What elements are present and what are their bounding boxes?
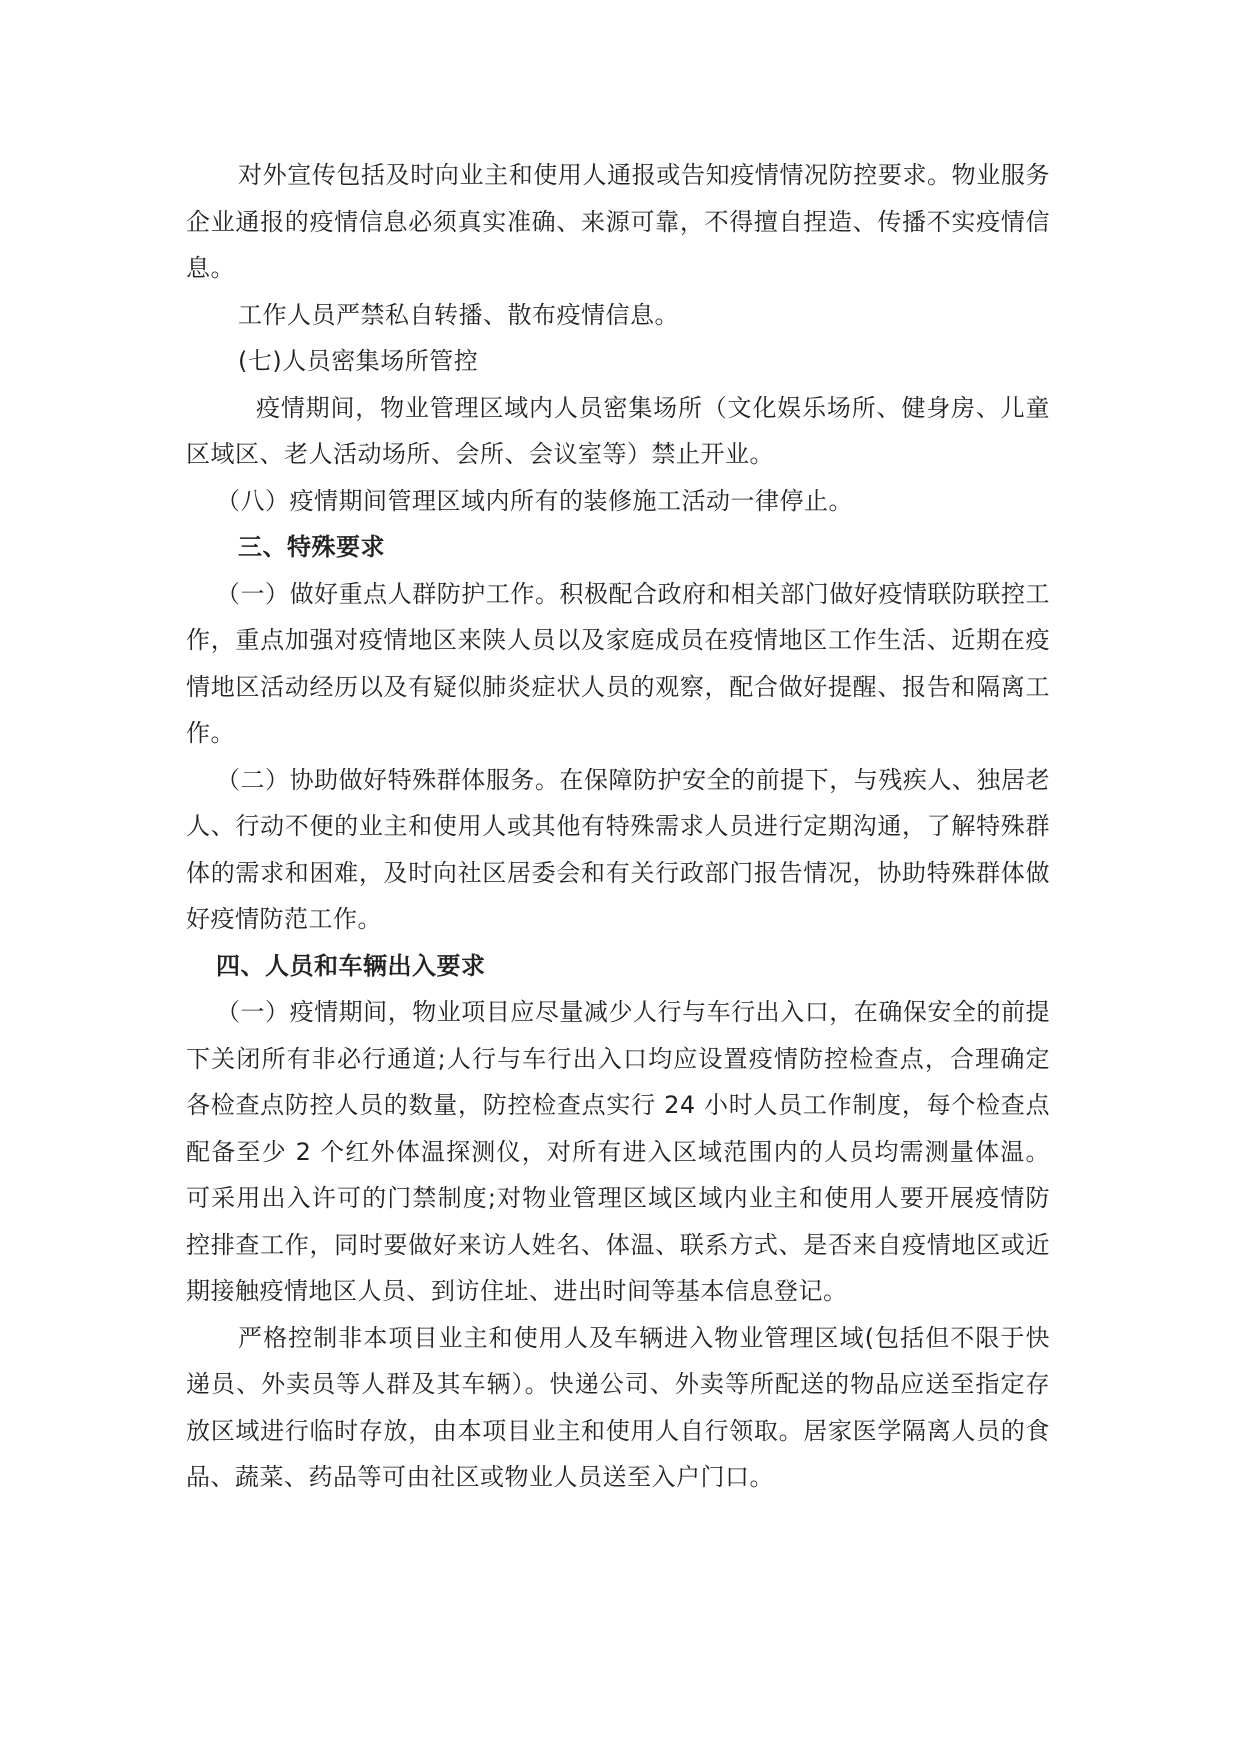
section-heading-entry-requirements: 四、人员和车辆出入要求	[216, 951, 486, 980]
paragraph-key-groups: （一）做好重点人群防护工作。积极配合政府和相关部门做好疫情联防联控工作，重点加强对疫情地区来陕人员以及家庭成员在疫情地区工作生活、近期在疫情地区活动经历以及有疑似肺炎症状人员的观察，配合做好提醒、报告和隔离工作。	[186, 579, 1050, 747]
paragraph-staff-prohibition: 工作人员严禁私自转播、散布疫情信息。	[238, 300, 679, 329]
paragraph-renovation-stop: （八）疫情期间管理区域内所有的装修施工活动一律停止。	[216, 486, 853, 515]
subheading-crowded-places: (七)人员密集场所管控	[238, 347, 479, 375]
paragraph-publicity: 对外宣传包括及时向业主和使用人通报或告知疫情情况防控要求。物业服务企业通报的疫情信息必须真实准确、来源可靠，不得擅自捏造、传播不实疫情信息。	[186, 161, 1050, 282]
document-body	[186, 152, 1050, 1501]
paragraph-crowded-places: 疫情期间，物业管理区域内人员密集场所（文化娱乐场所、健身房、儿童区域区、老人活动场所、会所、会议室等）禁止开业。	[186, 393, 1050, 468]
paragraph-nonresident-control: 严格控制非本项目业主和使用人及车辆进入物业管理区域(包括但不限于快递员、外卖员等人群及其车辆）。快递公司、外卖等所配送的物品应送至指定存放区域进行临时存放，由本项目业主和使用人自行领取。居家医学隔离人员的食品、蔬菜、药品等可由社区或物业人员送至入户门口。	[186, 1323, 1050, 1491]
paragraph-entry-control: （一）疫情期间，物业项目应尽量减少人行与车行出入口，在确保安全的前提下关闭所有非必行通道;人行与车行出入口均应设置疫情防控检查点，合理确定各检查点防控人员的数量，防控检查点实行 24 小时人员工作制度，每个检查点配备至少 2 个红外体温探测仪，对所有进入区域范围内的人员均需测量体温。可采用出入许可的门禁制度;对物业管理区域区域内业主和使用人要开展疫情防控排查工作，同时要做好来访人姓名、体温、联系方式、是否来自疫情地区或近期接触疫情地区人员、到访住址、进出时间等基本信息登记。	[186, 998, 1050, 1305]
section-heading-special-requirements: 三、特殊要求	[238, 533, 385, 561]
paragraph-special-groups: （二）协助做好特殊群体服务。在保障防护安全的前提下，与残疾人、独居老人、行动不便的业主和使用人或其他有特殊需求人员进行定期沟通，了解特殊群体的需求和困难，及时向社区居委会和有关行政部门报告情况，协助特殊群体做好疫情防范工作。	[186, 765, 1050, 933]
